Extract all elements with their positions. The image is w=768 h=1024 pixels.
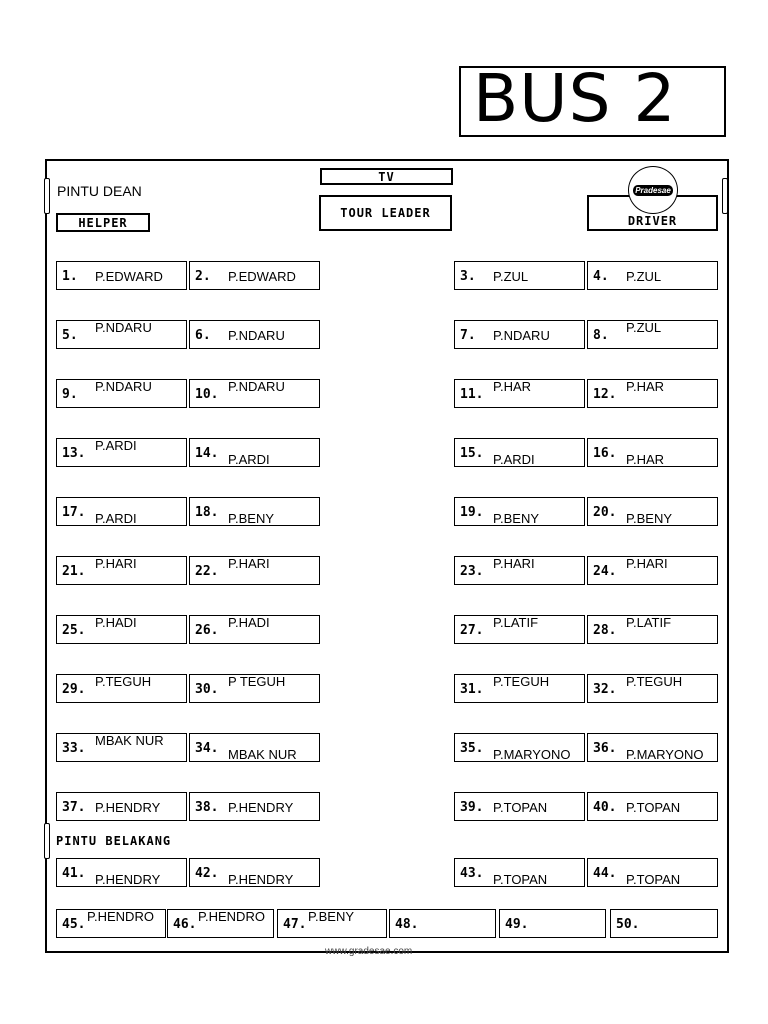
seat-passenger-name: P.BENY: [626, 511, 673, 526]
seat-49: [499, 909, 606, 938]
seat-passenger-name: P.HENDRY: [228, 800, 294, 815]
seat-33: [56, 733, 187, 762]
seat-22: [189, 556, 320, 585]
seat-number: 47.: [283, 917, 307, 932]
seat-number: 43.: [460, 866, 484, 881]
seat-passenger-name: P.HENDRO: [198, 909, 265, 924]
seat-number: 28.: [593, 623, 617, 638]
tour-leader-seat: [319, 195, 452, 231]
seat-number: 17.: [62, 505, 86, 520]
seat-40: [587, 792, 718, 821]
seat-11: [454, 379, 585, 408]
seat-45: [56, 909, 166, 938]
seat-number: 37.: [62, 800, 86, 815]
seat-number: 12.: [593, 387, 617, 402]
seat-number: 34.: [195, 741, 219, 756]
seat-number: 39.: [460, 800, 484, 815]
seat-number: 5.: [62, 328, 78, 343]
seat-number: 36.: [593, 741, 617, 756]
seat-13: [56, 438, 187, 467]
seat-number: 8.: [593, 328, 609, 343]
seat-number: 31.: [460, 682, 484, 697]
driver-label: DRIVER: [627, 214, 678, 228]
seat-passenger-name: P.ARDI: [228, 452, 270, 467]
seat-passenger-name: P.HENDRY: [95, 872, 161, 887]
seat-passenger-name: P.BENY: [493, 511, 540, 526]
seat-passenger-name: P.NDARU: [228, 328, 285, 343]
seat-number: 33.: [62, 741, 86, 756]
seat-23: [454, 556, 585, 585]
logo-text: Pradesae: [635, 185, 671, 195]
seat-number: 27.: [460, 623, 484, 638]
seat-passenger-name: P.ZUL: [626, 269, 662, 284]
seat-passenger-name: P.NDARU: [493, 328, 550, 343]
seat-7: [454, 320, 585, 349]
seat-passenger-name: P.LATIF: [626, 615, 672, 630]
seat-number: 1.: [62, 269, 78, 284]
seat-passenger-name: P.ARDI: [493, 452, 535, 467]
seat-46: [167, 909, 274, 938]
seat-number: 16.: [593, 446, 617, 461]
seat-41: [56, 858, 187, 887]
seat-passenger-name: P.HAR: [626, 379, 665, 394]
seat-number: 46.: [173, 917, 197, 932]
seat-passenger-name: P.NDARU: [95, 320, 152, 335]
seat-number: 3.: [460, 269, 476, 284]
seat-passenger-name: P.LATIF: [493, 615, 539, 630]
seat-passenger-name: P.NDARU: [228, 379, 285, 394]
rear-door-marker: [44, 823, 50, 859]
seat-passenger-name: P.TEGUH: [95, 674, 152, 689]
seat-number: 11.: [460, 387, 484, 402]
seat-32: [587, 674, 718, 703]
seat-number: 6.: [195, 328, 211, 343]
seat-number: 48.: [395, 917, 419, 932]
seat-passenger-name: P.HARI: [626, 556, 668, 571]
seat-5: [56, 320, 187, 349]
seat-26: [189, 615, 320, 644]
seat-number: 45.: [62, 917, 86, 932]
seat-passenger-name: P.HENDRO: [87, 909, 154, 924]
seat-passenger-name: P.HAR: [493, 379, 532, 394]
seat-28: [587, 615, 718, 644]
seat-number: 25.: [62, 623, 86, 638]
helper-seat: [56, 213, 150, 232]
seat-29: [56, 674, 187, 703]
seat-47: [277, 909, 387, 938]
seat-passenger-name: P.TEGUH: [493, 674, 550, 689]
seat-number: 19.: [460, 505, 484, 520]
bus-title: BUS 2: [473, 60, 677, 137]
seat-number: 14.: [195, 446, 219, 461]
seat-number: 2.: [195, 269, 211, 284]
seat-35: [454, 733, 585, 762]
seat-passenger-name: P.ZUL: [626, 320, 662, 335]
seat-6: [189, 320, 320, 349]
seat-2: [189, 261, 320, 290]
seat-passenger-name: P.HAR: [626, 452, 665, 467]
seat-passenger-name: P.BENY: [308, 909, 355, 924]
seat-17: [56, 497, 187, 526]
seat-number: 13.: [62, 446, 86, 461]
seat-passenger-name: P.ZUL: [493, 269, 529, 284]
seat-42: [189, 858, 320, 887]
seat-passenger-name: P TEGUH: [228, 674, 286, 689]
tv-label: TV: [378, 170, 395, 184]
seat-number: 35.: [460, 741, 484, 756]
seat-9: [56, 379, 187, 408]
seat-30: [189, 674, 320, 703]
rear-door-label: PINTU BELAKANG: [56, 834, 172, 848]
seat-number: 15.: [460, 446, 484, 461]
seat-number: 24.: [593, 564, 617, 579]
footer-watermark: www.gradesae.com: [325, 946, 413, 957]
seat-passenger-name: P.HADI: [228, 615, 270, 630]
seat-20: [587, 497, 718, 526]
seat-number: 22.: [195, 564, 219, 579]
tv-box: [320, 168, 453, 185]
seat-25: [56, 615, 187, 644]
seat-number: 18.: [195, 505, 219, 520]
seat-number: 10.: [195, 387, 219, 402]
seat-passenger-name: P.EDWARD: [228, 269, 296, 284]
seat-passenger-name: P.TOPAN: [626, 800, 681, 815]
seat-12: [587, 379, 718, 408]
front-door-right-marker: [722, 178, 728, 214]
seat-passenger-name: P.TOPAN: [493, 800, 548, 815]
seat-48: [389, 909, 496, 938]
seat-number: 26.: [195, 623, 219, 638]
seat-34: [189, 733, 320, 762]
seat-number: 7.: [460, 328, 476, 343]
seat-19: [454, 497, 585, 526]
seat-3: [454, 261, 585, 290]
seat-4: [587, 261, 718, 290]
helper-label: HELPER: [78, 216, 128, 230]
seat-15: [454, 438, 585, 467]
seat-passenger-name: P.HADI: [95, 615, 137, 630]
seat-number: 40.: [593, 800, 617, 815]
seat-number: 32.: [593, 682, 617, 697]
seat-24: [587, 556, 718, 585]
seat-passenger-name: P.EDWARD: [95, 269, 163, 284]
seat-44: [587, 858, 718, 887]
seat-16: [587, 438, 718, 467]
seat-36: [587, 733, 718, 762]
seat-passenger-name: P.TEGUH: [626, 674, 683, 689]
seat-number: 23.: [460, 564, 484, 579]
seat-number: 9.: [62, 387, 78, 402]
front-door-label: PINTU DEAN: [57, 183, 142, 199]
seat-passenger-name: P.MARYONO: [493, 747, 571, 762]
seat-number: 41.: [62, 866, 86, 881]
seat-passenger-name: MBAK NUR: [228, 747, 297, 762]
seat-passenger-name: P.HARI: [95, 556, 137, 571]
pradesae-logo: [628, 166, 678, 214]
seat-43: [454, 858, 585, 887]
bus-title-box: [459, 60, 726, 137]
seat-8: [587, 320, 718, 349]
seat-number: 44.: [593, 866, 617, 881]
tour-leader-label: TOUR LEADER: [340, 206, 431, 220]
seat-50: [610, 909, 718, 938]
seat-passenger-name: MBAK NUR: [95, 733, 164, 748]
seat-38: [189, 792, 320, 821]
seat-number: 42.: [195, 866, 219, 881]
seat-passenger-name: P.MARYONO: [626, 747, 704, 762]
seat-number: 50.: [616, 917, 640, 932]
seat-1: [56, 261, 187, 290]
seat-passenger-name: P.TOPAN: [493, 872, 548, 887]
seat-passenger-name: P.TOPAN: [626, 872, 681, 887]
seat-14: [189, 438, 320, 467]
seat-18: [189, 497, 320, 526]
seat-number: 4.: [593, 269, 609, 284]
seat-number: 49.: [505, 917, 529, 932]
seat-27: [454, 615, 585, 644]
seat-passenger-name: P.HENDRY: [95, 800, 161, 815]
seat-passenger-name: P.HARI: [493, 556, 535, 571]
seat-passenger-name: P.HARI: [228, 556, 270, 571]
seat-number: 30.: [195, 682, 219, 697]
seat-passenger-name: P.HENDRY: [228, 872, 294, 887]
seat-31: [454, 674, 585, 703]
seat-10: [189, 379, 320, 408]
seat-passenger-name: P.NDARU: [95, 379, 152, 394]
seat-number: 29.: [62, 682, 86, 697]
seat-number: 21.: [62, 564, 86, 579]
seat-number: 38.: [195, 800, 219, 815]
seat-passenger-name: P.ARDI: [95, 511, 137, 526]
seat-37: [56, 792, 187, 821]
front-door-left-marker: [44, 178, 50, 214]
seat-number: 20.: [593, 505, 617, 520]
seat-39: [454, 792, 585, 821]
seat-passenger-name: P.BENY: [228, 511, 275, 526]
seat-passenger-name: P.ARDI: [95, 438, 137, 453]
seat-21: [56, 556, 187, 585]
